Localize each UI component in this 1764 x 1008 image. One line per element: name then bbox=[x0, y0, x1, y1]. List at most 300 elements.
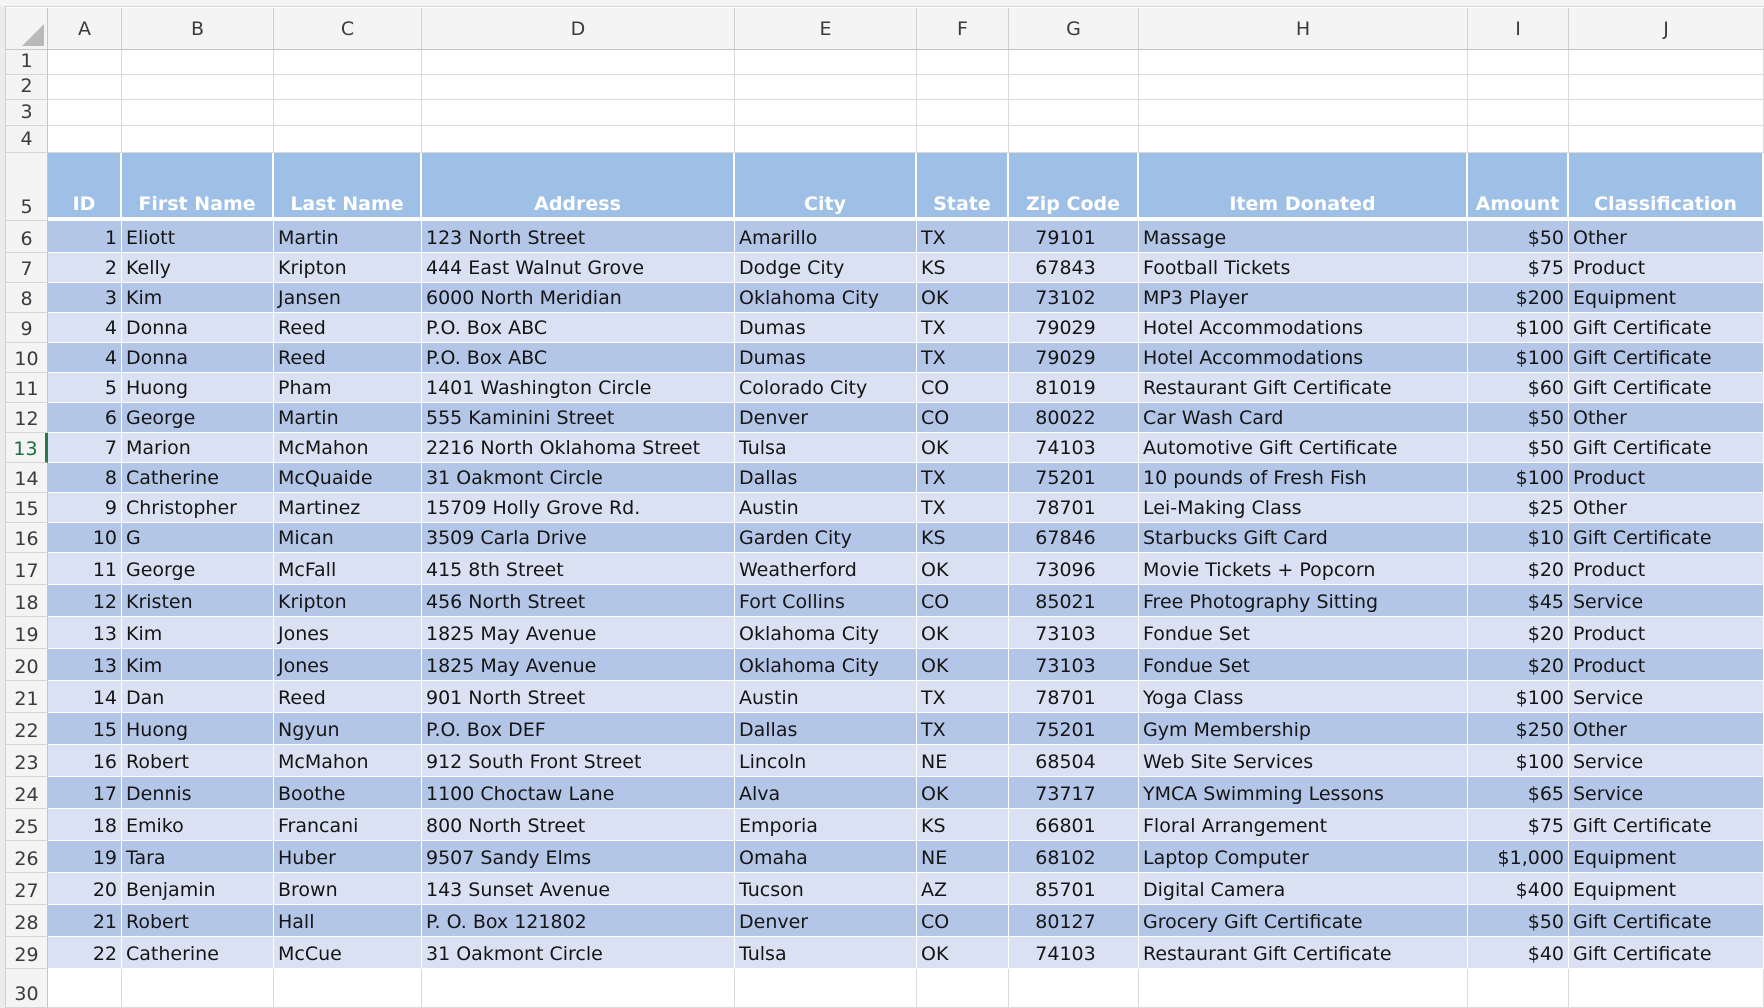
table-cell[interactable]: Car Wash Card bbox=[1139, 403, 1468, 433]
table-cell[interactable]: 444 East Walnut Grove bbox=[422, 253, 735, 283]
table-cell[interactable]: TX bbox=[917, 221, 1009, 253]
table-cell[interactable]: 800 North Street bbox=[422, 809, 735, 841]
table-cell[interactable]: Service bbox=[1569, 745, 1764, 777]
empty-cell[interactable] bbox=[735, 969, 917, 1008]
row-header-10[interactable]: 10 bbox=[6, 343, 48, 373]
table-cell[interactable]: OK bbox=[917, 433, 1009, 463]
table-cell[interactable]: Product bbox=[1569, 463, 1764, 493]
table-cell[interactable]: Catherine bbox=[122, 463, 274, 493]
empty-cell[interactable] bbox=[1468, 100, 1569, 126]
empty-cell[interactable] bbox=[1569, 50, 1764, 75]
table-cell[interactable]: 6 bbox=[48, 403, 122, 433]
column-header-a[interactable]: A bbox=[48, 8, 122, 50]
row-header-13[interactable]: 13 bbox=[6, 433, 48, 463]
table-cell[interactable]: OK bbox=[917, 777, 1009, 809]
table-cell[interactable]: 143 Sunset Avenue bbox=[422, 873, 735, 905]
table-cell[interactable]: TX bbox=[917, 681, 1009, 713]
table-cell[interactable]: 68504 bbox=[1009, 745, 1139, 777]
empty-cell[interactable] bbox=[1468, 50, 1569, 75]
table-cell[interactable]: 73103 bbox=[1009, 617, 1139, 649]
table-cell[interactable]: Marion bbox=[122, 433, 274, 463]
table-cell[interactable]: Eliott bbox=[122, 221, 274, 253]
table-cell[interactable]: AZ bbox=[917, 873, 1009, 905]
row-header-15[interactable]: 15 bbox=[6, 493, 48, 523]
table-cell[interactable]: $200 bbox=[1468, 283, 1569, 313]
header-cell-address[interactable]: Address bbox=[422, 153, 735, 221]
table-cell[interactable]: OK bbox=[917, 283, 1009, 313]
header-cell-id[interactable]: ID bbox=[48, 153, 122, 221]
empty-cell[interactable] bbox=[1139, 75, 1468, 100]
empty-cell[interactable] bbox=[1009, 126, 1139, 153]
table-cell[interactable]: G bbox=[122, 523, 274, 553]
empty-cell[interactable] bbox=[917, 100, 1009, 126]
table-cell[interactable]: 85021 bbox=[1009, 585, 1139, 617]
table-cell[interactable]: Restaurant Gift Certificate bbox=[1139, 937, 1468, 969]
table-cell[interactable]: 80022 bbox=[1009, 403, 1139, 433]
table-cell[interactable]: NE bbox=[917, 841, 1009, 873]
table-cell[interactable]: 75201 bbox=[1009, 713, 1139, 745]
row-header-1[interactable]: 1 bbox=[6, 50, 48, 75]
table-cell[interactable]: Fondue Set bbox=[1139, 649, 1468, 681]
row-header-8[interactable]: 8 bbox=[6, 283, 48, 313]
table-cell[interactable]: 8 bbox=[48, 463, 122, 493]
table-cell[interactable]: Kelly bbox=[122, 253, 274, 283]
row-header-28[interactable]: 28 bbox=[6, 905, 48, 937]
empty-cell[interactable] bbox=[122, 126, 274, 153]
column-header-g[interactable]: G bbox=[1009, 8, 1139, 50]
column-header-b[interactable]: B bbox=[122, 8, 274, 50]
table-cell[interactable]: YMCA Swimming Lessons bbox=[1139, 777, 1468, 809]
empty-cell[interactable] bbox=[122, 100, 274, 126]
table-cell[interactable]: Tucson bbox=[735, 873, 917, 905]
table-cell[interactable]: Huber bbox=[274, 841, 422, 873]
table-cell[interactable]: 73717 bbox=[1009, 777, 1139, 809]
table-cell[interactable]: Lincoln bbox=[735, 745, 917, 777]
table-cell[interactable]: $100 bbox=[1468, 343, 1569, 373]
table-cell[interactable]: 17 bbox=[48, 777, 122, 809]
column-header-e[interactable]: E bbox=[735, 8, 917, 50]
empty-cell[interactable] bbox=[422, 75, 735, 100]
table-cell[interactable]: Laptop Computer bbox=[1139, 841, 1468, 873]
table-cell[interactable]: 1401 Washington Circle bbox=[422, 373, 735, 403]
table-cell[interactable]: Kim bbox=[122, 649, 274, 681]
table-cell[interactable]: Gift Certificate bbox=[1569, 343, 1764, 373]
table-cell[interactable]: CO bbox=[917, 585, 1009, 617]
table-cell[interactable]: Grocery Gift Certificate bbox=[1139, 905, 1468, 937]
table-cell[interactable]: Massage bbox=[1139, 221, 1468, 253]
table-cell[interactable]: McCue bbox=[274, 937, 422, 969]
row-header-14[interactable]: 14 bbox=[6, 463, 48, 493]
table-cell[interactable]: 9507 Sandy Elms bbox=[422, 841, 735, 873]
table-cell[interactable]: Other bbox=[1569, 403, 1764, 433]
table-cell[interactable]: KS bbox=[917, 809, 1009, 841]
table-cell[interactable]: 22 bbox=[48, 937, 122, 969]
table-cell[interactable]: 901 North Street bbox=[422, 681, 735, 713]
row-header-27[interactable]: 27 bbox=[6, 873, 48, 905]
column-header-j[interactable]: J bbox=[1569, 8, 1764, 50]
table-cell[interactable]: 15 bbox=[48, 713, 122, 745]
table-cell[interactable]: Mican bbox=[274, 523, 422, 553]
table-cell[interactable]: Kripton bbox=[274, 585, 422, 617]
table-cell[interactable]: $65 bbox=[1468, 777, 1569, 809]
table-cell[interactable]: Brown bbox=[274, 873, 422, 905]
table-cell[interactable]: 11 bbox=[48, 553, 122, 585]
table-cell[interactable]: 67846 bbox=[1009, 523, 1139, 553]
table-cell[interactable]: Oklahoma City bbox=[735, 617, 917, 649]
table-cell[interactable]: Dodge City bbox=[735, 253, 917, 283]
table-cell[interactable]: NE bbox=[917, 745, 1009, 777]
table-cell[interactable]: Yoga Class bbox=[1139, 681, 1468, 713]
table-cell[interactable]: $250 bbox=[1468, 713, 1569, 745]
empty-cell[interactable] bbox=[1139, 126, 1468, 153]
table-cell[interactable]: McMahon bbox=[274, 745, 422, 777]
table-cell[interactable]: Other bbox=[1569, 493, 1764, 523]
table-cell[interactable]: $1,000 bbox=[1468, 841, 1569, 873]
table-cell[interactable]: Dumas bbox=[735, 313, 917, 343]
table-cell[interactable]: 85701 bbox=[1009, 873, 1139, 905]
table-cell[interactable]: Dallas bbox=[735, 463, 917, 493]
table-cell[interactable]: P. O. Box 121802 bbox=[422, 905, 735, 937]
table-cell[interactable]: Starbucks Gift Card bbox=[1139, 523, 1468, 553]
table-cell[interactable]: Oklahoma City bbox=[735, 649, 917, 681]
table-cell[interactable]: OK bbox=[917, 937, 1009, 969]
table-cell[interactable]: Dumas bbox=[735, 343, 917, 373]
empty-cell[interactable] bbox=[122, 75, 274, 100]
table-cell[interactable]: Digital Camera bbox=[1139, 873, 1468, 905]
table-cell[interactable]: Other bbox=[1569, 221, 1764, 253]
header-cell-state[interactable]: State bbox=[917, 153, 1009, 221]
table-cell[interactable]: CO bbox=[917, 373, 1009, 403]
table-cell[interactable]: Tulsa bbox=[735, 433, 917, 463]
column-header-d[interactable]: D bbox=[422, 8, 735, 50]
table-cell[interactable]: 1100 Choctaw Lane bbox=[422, 777, 735, 809]
table-cell[interactable]: 31 Oakmont Circle bbox=[422, 463, 735, 493]
table-cell[interactable]: 78701 bbox=[1009, 681, 1139, 713]
table-cell[interactable]: $60 bbox=[1468, 373, 1569, 403]
column-header-h[interactable]: H bbox=[1139, 8, 1468, 50]
header-cell-last-name[interactable]: Last Name bbox=[274, 153, 422, 221]
table-cell[interactable]: Garden City bbox=[735, 523, 917, 553]
table-cell[interactable]: McFall bbox=[274, 553, 422, 585]
header-cell-city[interactable]: City bbox=[735, 153, 917, 221]
empty-cell[interactable] bbox=[1468, 126, 1569, 153]
table-cell[interactable]: Football Tickets bbox=[1139, 253, 1468, 283]
table-cell[interactable]: Ngyun bbox=[274, 713, 422, 745]
empty-cell[interactable] bbox=[48, 100, 122, 126]
table-cell[interactable]: Gift Certificate bbox=[1569, 905, 1764, 937]
table-cell[interactable]: 912 South Front Street bbox=[422, 745, 735, 777]
empty-cell[interactable] bbox=[735, 126, 917, 153]
table-cell[interactable]: 7 bbox=[48, 433, 122, 463]
empty-cell[interactable] bbox=[274, 75, 422, 100]
table-cell[interactable]: Martinez bbox=[274, 493, 422, 523]
table-cell[interactable]: Floral Arrangement bbox=[1139, 809, 1468, 841]
table-cell[interactable]: Robert bbox=[122, 745, 274, 777]
table-cell[interactable]: Kristen bbox=[122, 585, 274, 617]
table-cell[interactable]: Denver bbox=[735, 403, 917, 433]
empty-cell[interactable] bbox=[274, 126, 422, 153]
row-header-20[interactable]: 20 bbox=[6, 649, 48, 681]
table-cell[interactable]: 456 North Street bbox=[422, 585, 735, 617]
table-cell[interactable]: KS bbox=[917, 523, 1009, 553]
table-cell[interactable]: Weatherford bbox=[735, 553, 917, 585]
table-cell[interactable]: Hotel Accommodations bbox=[1139, 313, 1468, 343]
table-cell[interactable]: KS bbox=[917, 253, 1009, 283]
table-cell[interactable]: Restaurant Gift Certificate bbox=[1139, 373, 1468, 403]
table-cell[interactable]: 73102 bbox=[1009, 283, 1139, 313]
empty-cell[interactable] bbox=[917, 126, 1009, 153]
table-cell[interactable]: $40 bbox=[1468, 937, 1569, 969]
empty-cell[interactable] bbox=[917, 969, 1009, 1008]
column-header-c[interactable]: C bbox=[274, 8, 422, 50]
table-cell[interactable]: Kim bbox=[122, 283, 274, 313]
table-cell[interactable]: 79029 bbox=[1009, 343, 1139, 373]
empty-cell[interactable] bbox=[1569, 75, 1764, 100]
table-cell[interactable]: 74103 bbox=[1009, 937, 1139, 969]
table-cell[interactable]: Hall bbox=[274, 905, 422, 937]
table-cell[interactable]: 12 bbox=[48, 585, 122, 617]
row-header-18[interactable]: 18 bbox=[6, 585, 48, 617]
table-cell[interactable]: 5 bbox=[48, 373, 122, 403]
row-header-23[interactable]: 23 bbox=[6, 745, 48, 777]
empty-cell[interactable] bbox=[1139, 50, 1468, 75]
table-cell[interactable]: Colorado City bbox=[735, 373, 917, 403]
table-cell[interactable]: Equipment bbox=[1569, 873, 1764, 905]
row-header-2[interactable]: 2 bbox=[6, 75, 48, 100]
table-cell[interactable]: Gift Certificate bbox=[1569, 373, 1764, 403]
table-cell[interactable]: Christopher bbox=[122, 493, 274, 523]
empty-cell[interactable] bbox=[1009, 75, 1139, 100]
table-cell[interactable]: George bbox=[122, 403, 274, 433]
row-header-17[interactable]: 17 bbox=[6, 553, 48, 585]
table-cell[interactable]: Kripton bbox=[274, 253, 422, 283]
table-cell[interactable]: Huong bbox=[122, 713, 274, 745]
select-all-button[interactable] bbox=[6, 8, 48, 50]
table-cell[interactable]: 73096 bbox=[1009, 553, 1139, 585]
table-cell[interactable]: 19 bbox=[48, 841, 122, 873]
table-cell[interactable]: 67843 bbox=[1009, 253, 1139, 283]
table-cell[interactable]: $45 bbox=[1468, 585, 1569, 617]
row-header-26[interactable]: 26 bbox=[6, 841, 48, 873]
row-header-11[interactable]: 11 bbox=[6, 373, 48, 403]
empty-cell[interactable] bbox=[422, 969, 735, 1008]
table-cell[interactable]: Amarillo bbox=[735, 221, 917, 253]
empty-cell[interactable] bbox=[274, 50, 422, 75]
table-cell[interactable]: TX bbox=[917, 313, 1009, 343]
table-cell[interactable]: P.O. Box ABC bbox=[422, 313, 735, 343]
empty-cell[interactable] bbox=[917, 50, 1009, 75]
table-cell[interactable]: 1825 May Avenue bbox=[422, 617, 735, 649]
table-cell[interactable]: Francani bbox=[274, 809, 422, 841]
row-header-19[interactable]: 19 bbox=[6, 617, 48, 649]
empty-cell[interactable] bbox=[735, 75, 917, 100]
row-header-7[interactable]: 7 bbox=[6, 253, 48, 283]
empty-cell[interactable] bbox=[48, 75, 122, 100]
table-cell[interactable]: 6000 North Meridian bbox=[422, 283, 735, 313]
table-cell[interactable]: $100 bbox=[1468, 681, 1569, 713]
row-header-5[interactable]: 5 bbox=[6, 153, 48, 221]
empty-cell[interactable] bbox=[422, 50, 735, 75]
table-cell[interactable]: Reed bbox=[274, 343, 422, 373]
row-header-25[interactable]: 25 bbox=[6, 809, 48, 841]
table-cell[interactable]: 79101 bbox=[1009, 221, 1139, 253]
column-header-f[interactable]: F bbox=[917, 8, 1009, 50]
header-cell-zip-code[interactable]: Zip Code bbox=[1009, 153, 1139, 221]
table-cell[interactable]: 3509 Carla Drive bbox=[422, 523, 735, 553]
table-cell[interactable]: George bbox=[122, 553, 274, 585]
table-cell[interactable]: 66801 bbox=[1009, 809, 1139, 841]
table-cell[interactable]: $75 bbox=[1468, 253, 1569, 283]
table-cell[interactable]: Dan bbox=[122, 681, 274, 713]
table-cell[interactable]: $100 bbox=[1468, 313, 1569, 343]
table-cell[interactable]: 31 Oakmont Circle bbox=[422, 937, 735, 969]
table-cell[interactable]: Kim bbox=[122, 617, 274, 649]
table-cell[interactable]: 4 bbox=[48, 313, 122, 343]
table-cell[interactable]: 13 bbox=[48, 649, 122, 681]
table-cell[interactable]: 78701 bbox=[1009, 493, 1139, 523]
table-cell[interactable]: Gift Certificate bbox=[1569, 313, 1764, 343]
table-cell[interactable]: McMahon bbox=[274, 433, 422, 463]
table-cell[interactable]: 2216 North Oklahoma Street bbox=[422, 433, 735, 463]
table-cell[interactable]: 4 bbox=[48, 343, 122, 373]
header-cell-item-donated[interactable]: Item Donated bbox=[1139, 153, 1468, 221]
table-cell[interactable]: $50 bbox=[1468, 905, 1569, 937]
table-cell[interactable]: Donna bbox=[122, 313, 274, 343]
table-cell[interactable]: 13 bbox=[48, 617, 122, 649]
empty-cell[interactable] bbox=[1569, 126, 1764, 153]
empty-cell[interactable] bbox=[1009, 50, 1139, 75]
table-cell[interactable]: 415 8th Street bbox=[422, 553, 735, 585]
table-cell[interactable]: Service bbox=[1569, 777, 1764, 809]
table-cell[interactable]: Martin bbox=[274, 403, 422, 433]
table-cell[interactable]: OK bbox=[917, 617, 1009, 649]
empty-cell[interactable] bbox=[917, 75, 1009, 100]
empty-cell[interactable] bbox=[122, 50, 274, 75]
table-cell[interactable]: Hotel Accommodations bbox=[1139, 343, 1468, 373]
empty-cell[interactable] bbox=[422, 126, 735, 153]
table-cell[interactable]: TX bbox=[917, 463, 1009, 493]
empty-cell[interactable] bbox=[1569, 969, 1764, 1008]
empty-cell[interactable] bbox=[48, 969, 122, 1008]
row-header-22[interactable]: 22 bbox=[6, 713, 48, 745]
table-cell[interactable]: TX bbox=[917, 713, 1009, 745]
table-cell[interactable]: McQuaide bbox=[274, 463, 422, 493]
table-cell[interactable]: Gym Membership bbox=[1139, 713, 1468, 745]
table-cell[interactable]: TX bbox=[917, 493, 1009, 523]
table-cell[interactable]: $20 bbox=[1468, 649, 1569, 681]
table-cell[interactable]: Service bbox=[1569, 585, 1764, 617]
table-cell[interactable]: Tulsa bbox=[735, 937, 917, 969]
row-header-24[interactable]: 24 bbox=[6, 777, 48, 809]
table-cell[interactable]: Pham bbox=[274, 373, 422, 403]
header-cell-amount[interactable]: Amount bbox=[1468, 153, 1569, 221]
table-cell[interactable]: 20 bbox=[48, 873, 122, 905]
table-cell[interactable]: 10 bbox=[48, 523, 122, 553]
table-cell[interactable]: Equipment bbox=[1569, 841, 1764, 873]
empty-cell[interactable] bbox=[48, 50, 122, 75]
table-cell[interactable]: Dennis bbox=[122, 777, 274, 809]
empty-cell[interactable] bbox=[1468, 969, 1569, 1008]
table-cell[interactable]: $20 bbox=[1468, 617, 1569, 649]
table-cell[interactable]: 73103 bbox=[1009, 649, 1139, 681]
table-cell[interactable]: Gift Certificate bbox=[1569, 433, 1764, 463]
table-cell[interactable]: 14 bbox=[48, 681, 122, 713]
table-cell[interactable]: 15709 Holly Grove Rd. bbox=[422, 493, 735, 523]
table-cell[interactable]: 81019 bbox=[1009, 373, 1139, 403]
empty-cell[interactable] bbox=[422, 100, 735, 126]
empty-cell[interactable] bbox=[122, 969, 274, 1008]
table-cell[interactable]: OK bbox=[917, 553, 1009, 585]
table-cell[interactable]: 123 North Street bbox=[422, 221, 735, 253]
table-cell[interactable]: $400 bbox=[1468, 873, 1569, 905]
table-cell[interactable]: Gift Certificate bbox=[1569, 809, 1764, 841]
table-cell[interactable]: 10 pounds of Fresh Fish bbox=[1139, 463, 1468, 493]
table-cell[interactable]: Emporia bbox=[735, 809, 917, 841]
table-cell[interactable]: Service bbox=[1569, 681, 1764, 713]
table-cell[interactable]: Product bbox=[1569, 253, 1764, 283]
table-cell[interactable]: Reed bbox=[274, 313, 422, 343]
table-cell[interactable]: 21 bbox=[48, 905, 122, 937]
table-cell[interactable]: Alva bbox=[735, 777, 917, 809]
empty-cell[interactable] bbox=[735, 50, 917, 75]
empty-cell[interactable] bbox=[735, 100, 917, 126]
table-cell[interactable]: MP3 Player bbox=[1139, 283, 1468, 313]
table-cell[interactable]: Jones bbox=[274, 649, 422, 681]
empty-cell[interactable] bbox=[274, 100, 422, 126]
table-cell[interactable]: Boothe bbox=[274, 777, 422, 809]
table-cell[interactable]: Omaha bbox=[735, 841, 917, 873]
table-cell[interactable]: P.O. Box DEF bbox=[422, 713, 735, 745]
row-header-29[interactable]: 29 bbox=[6, 937, 48, 969]
table-cell[interactable]: 2 bbox=[48, 253, 122, 283]
table-cell[interactable]: Jones bbox=[274, 617, 422, 649]
table-cell[interactable]: 75201 bbox=[1009, 463, 1139, 493]
table-cell[interactable]: Equipment bbox=[1569, 283, 1764, 313]
table-cell[interactable]: 16 bbox=[48, 745, 122, 777]
table-cell[interactable]: Gift Certificate bbox=[1569, 937, 1764, 969]
table-cell[interactable]: Huong bbox=[122, 373, 274, 403]
table-cell[interactable]: Reed bbox=[274, 681, 422, 713]
table-cell[interactable]: $50 bbox=[1468, 403, 1569, 433]
row-header-4[interactable]: 4 bbox=[6, 126, 48, 153]
table-cell[interactable]: $50 bbox=[1468, 433, 1569, 463]
table-cell[interactable]: Product bbox=[1569, 649, 1764, 681]
table-cell[interactable]: $20 bbox=[1468, 553, 1569, 585]
table-cell[interactable]: $25 bbox=[1468, 493, 1569, 523]
table-cell[interactable]: 1825 May Avenue bbox=[422, 649, 735, 681]
row-header-30[interactable]: 30 bbox=[6, 969, 48, 1008]
empty-cell[interactable] bbox=[48, 126, 122, 153]
table-cell[interactable]: 3 bbox=[48, 283, 122, 313]
empty-cell[interactable] bbox=[1139, 969, 1468, 1008]
table-cell[interactable]: Martin bbox=[274, 221, 422, 253]
table-cell[interactable]: Catherine bbox=[122, 937, 274, 969]
table-cell[interactable]: Movie Tickets + Popcorn bbox=[1139, 553, 1468, 585]
empty-cell[interactable] bbox=[1569, 100, 1764, 126]
header-cell-first-name[interactable]: First Name bbox=[122, 153, 274, 221]
table-cell[interactable]: Gift Certificate bbox=[1569, 523, 1764, 553]
row-header-16[interactable]: 16 bbox=[6, 523, 48, 553]
table-cell[interactable]: Other bbox=[1569, 713, 1764, 745]
table-cell[interactable]: 18 bbox=[48, 809, 122, 841]
table-cell[interactable]: Donna bbox=[122, 343, 274, 373]
table-cell[interactable]: Benjamin bbox=[122, 873, 274, 905]
table-cell[interactable]: $10 bbox=[1468, 523, 1569, 553]
row-header-9[interactable]: 9 bbox=[6, 313, 48, 343]
table-cell[interactable]: TX bbox=[917, 343, 1009, 373]
table-cell[interactable]: 1 bbox=[48, 221, 122, 253]
table-cell[interactable]: OK bbox=[917, 649, 1009, 681]
